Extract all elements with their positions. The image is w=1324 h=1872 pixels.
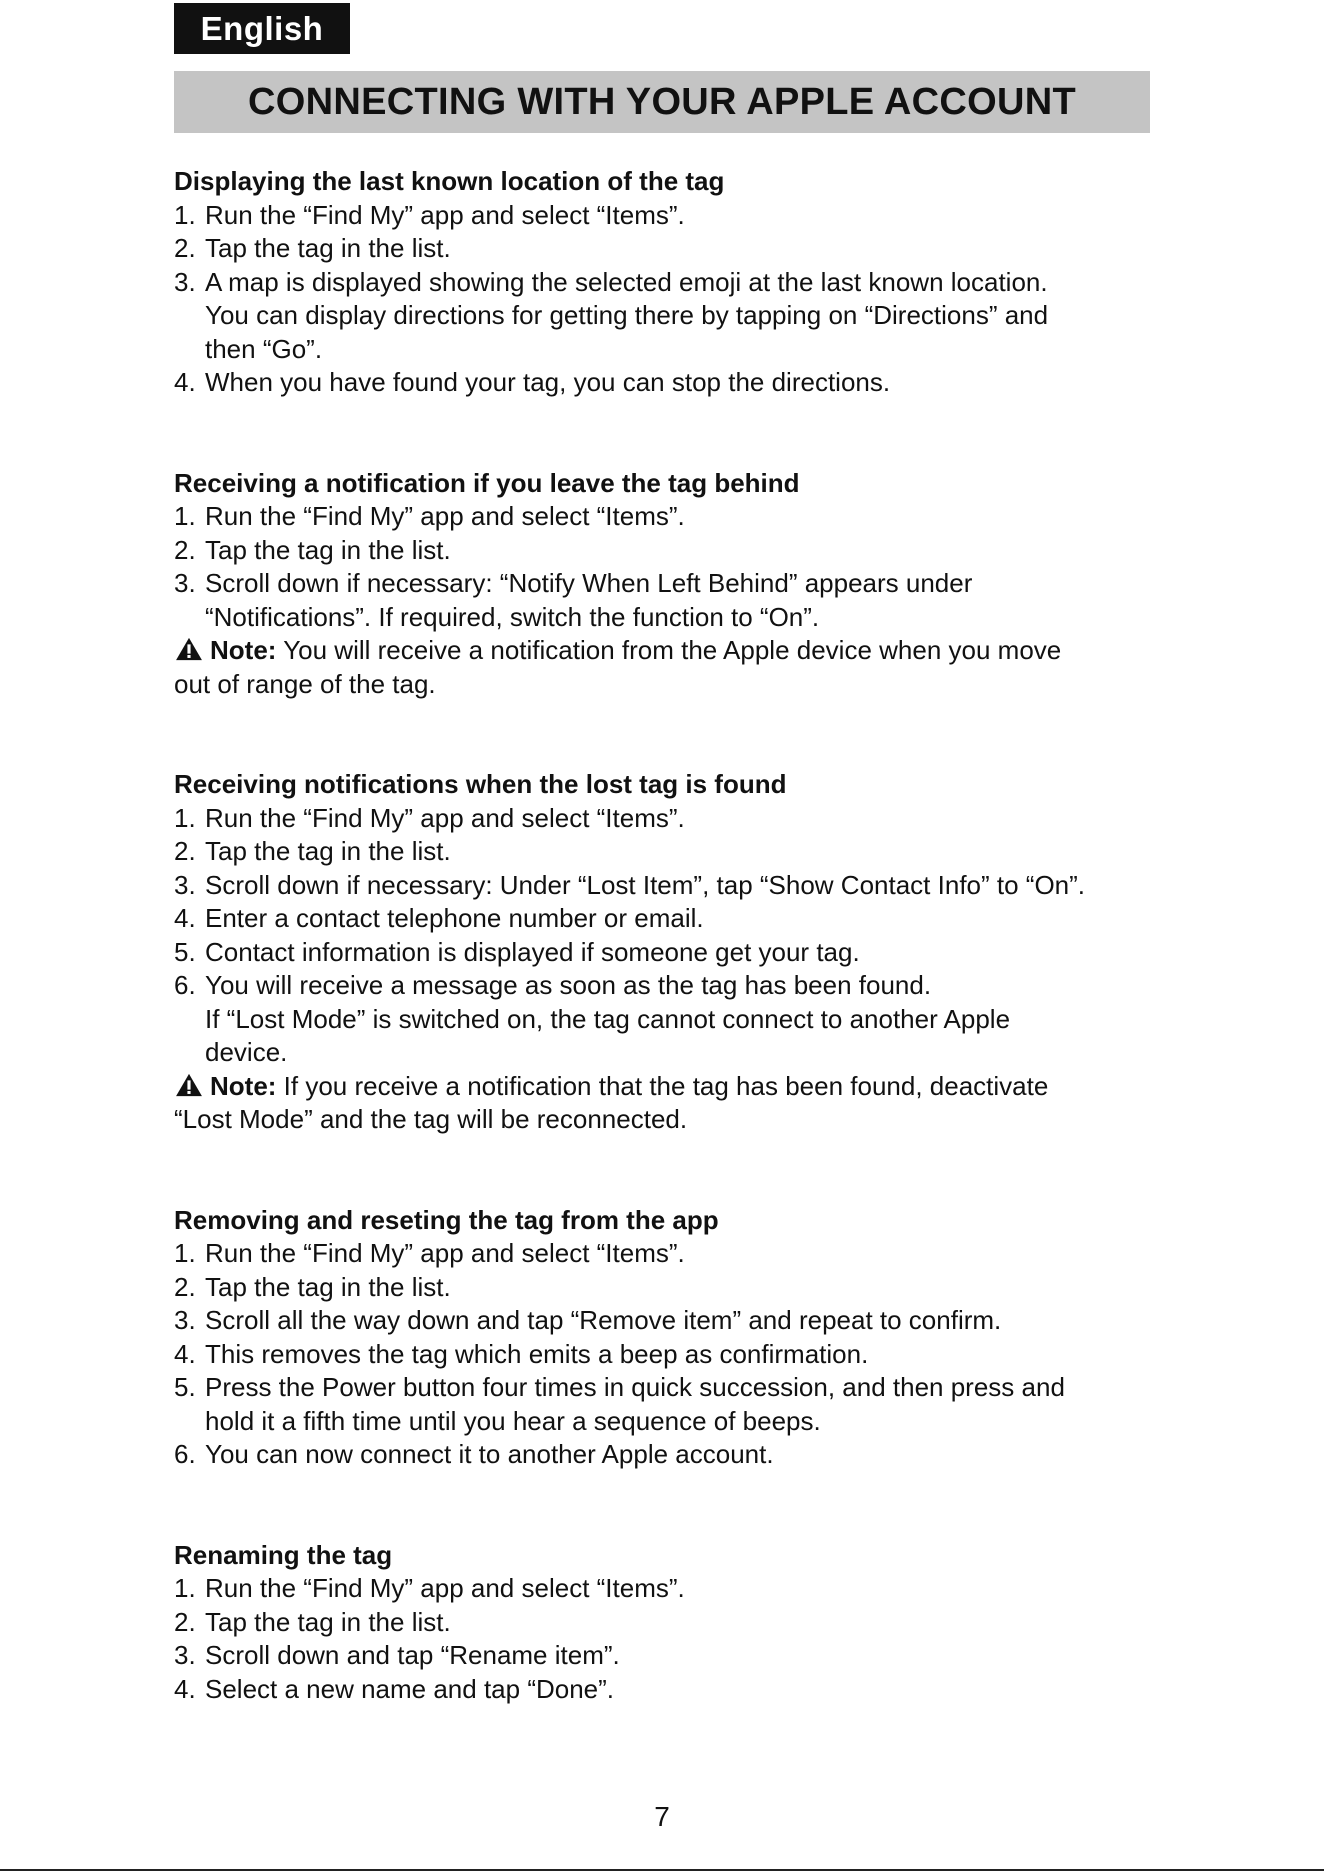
step-item — [174, 1304, 1154, 1338]
step-text — [205, 1673, 1154, 1707]
step-line: When you have found your tag, you can stop the directions. — [205, 367, 891, 397]
step-line: Enter a contact telephone number or email. — [205, 903, 704, 933]
step-item — [174, 1237, 1154, 1271]
step-item — [174, 1673, 1154, 1707]
step-line: Scroll all the way down and tap “Remove item” and repeat to confirm. — [205, 1305, 1002, 1335]
section-rename-tag — [174, 1539, 1154, 1707]
manual-content — [174, 165, 1154, 1706]
page-number: 7 — [654, 1801, 670, 1832]
note-line: “Lost Mode” and the tag will be reconnected. — [174, 1104, 688, 1134]
step-line: You can now connect it to another Apple account. — [205, 1439, 774, 1469]
step-number: 3. — [174, 869, 196, 900]
step-item — [174, 969, 1154, 1070]
section-left-behind-notification — [174, 467, 1154, 702]
step-number: 3. — [174, 1305, 196, 1335]
step-item — [174, 1371, 1154, 1438]
step-line: Run the “Find My” app and select “Items”. — [205, 1573, 685, 1603]
step-line: Run the “Find My” app and select “Items”. — [205, 199, 685, 230]
warning-triangle-icon — [174, 1073, 204, 1097]
step-text — [205, 1639, 1154, 1673]
step-list — [174, 199, 1154, 400]
step-item — [174, 500, 1154, 534]
step-text — [205, 1338, 1154, 1372]
step-item — [174, 266, 1154, 367]
step-number: 3. — [174, 568, 196, 598]
step-number: 1. — [174, 802, 196, 833]
step-number: 5. — [174, 1372, 196, 1402]
note-line: out of range of the tag. — [174, 668, 436, 699]
step-line: Tap the tag in the list. — [205, 233, 451, 263]
step-item — [174, 902, 1154, 936]
step-number: 3. — [174, 1640, 196, 1670]
step-line: Scroll down if necessary: “Notify When Left Behind” appears under — [205, 568, 973, 598]
note-line — [174, 634, 1154, 668]
step-line: Tap the tag in the list. — [205, 1606, 451, 1637]
step-text — [205, 1304, 1154, 1338]
step-text — [205, 869, 1154, 903]
section-heading: Receiving notifications when the lost tag is found — [174, 769, 787, 799]
note-label: Note: — [210, 1070, 277, 1101]
step-number: 1. — [174, 1238, 196, 1268]
step-number: 3. — [174, 266, 196, 297]
step-line: This removes the tag which emits a beep as confirmation. — [205, 1338, 869, 1369]
step-line: You will receive a message as soon as the tag has been found. — [205, 970, 932, 1000]
warning-triangle-icon — [174, 637, 204, 661]
step-line: Run the “Find My” app and select “Items”. — [205, 802, 685, 833]
step-line: You can display directions for getting there by tapping on “Directions” and — [205, 300, 1049, 330]
step-number: 6. — [174, 1439, 196, 1469]
step-line: Scroll down if necessary: Under “Lost Item”, tap “Show Contact Info” to “On”. — [205, 869, 1086, 900]
note-line — [174, 1070, 1154, 1104]
step-item — [174, 1271, 1154, 1305]
step-item — [174, 1572, 1154, 1606]
step-number: 2. — [174, 233, 196, 263]
step-number: 5. — [174, 936, 196, 967]
page-title: CONNECTING WITH YOUR APPLE ACCOUNT — [248, 80, 1076, 123]
page-title-bar — [174, 71, 1150, 133]
step-text — [205, 835, 1154, 869]
step-text — [205, 1237, 1154, 1271]
step-text — [205, 366, 1154, 400]
note-label: Note: — [210, 635, 277, 665]
step-item — [174, 802, 1154, 836]
step-line: A map is displayed showing the selected emoji at the last known location. — [205, 266, 1048, 297]
language-tab: English — [174, 3, 350, 54]
step-item — [174, 232, 1154, 266]
step-list — [174, 1237, 1154, 1472]
step-item — [174, 1606, 1154, 1640]
step-item — [174, 534, 1154, 568]
note-text: If you receive a notification that the tag has been found, deactivate — [283, 1070, 1049, 1101]
step-text — [205, 232, 1154, 266]
step-line: Press the Power button four times in quick succession, and then press and — [205, 1372, 1065, 1402]
step-line: Contact information is displayed if someone get your tag. — [205, 936, 860, 967]
step-line: If “Lost Mode” is switched on, the tag cannot connect to another Apple — [205, 1003, 1011, 1034]
step-item — [174, 567, 1154, 634]
bottom-rule — [0, 1869, 1324, 1871]
section-last-known-location — [174, 165, 1154, 400]
step-number: 4. — [174, 367, 196, 397]
step-number: 6. — [174, 970, 196, 1000]
step-number: 1. — [174, 501, 196, 531]
step-line: hold it a fifth time until you hear a sequence of beeps. — [205, 1405, 821, 1436]
section-heading: Renaming the tag — [174, 1539, 393, 1570]
step-number: 2. — [174, 534, 196, 565]
step-text — [205, 500, 1154, 534]
step-item — [174, 1639, 1154, 1673]
step-item — [174, 366, 1154, 400]
section-heading: Receiving a notification if you leave the tag behind — [174, 467, 800, 498]
step-line: device. — [205, 1037, 288, 1067]
step-text — [205, 1271, 1154, 1305]
step-text — [205, 969, 1154, 1070]
step-item — [174, 1338, 1154, 1372]
step-number: 2. — [174, 1606, 196, 1637]
step-text — [205, 534, 1154, 568]
step-line: Tap the tag in the list. — [205, 534, 451, 565]
step-line: “Notifications”. If required, switch the function to “On”. — [205, 601, 820, 632]
step-line: Tap the tag in the list. — [205, 836, 451, 866]
note-text: You will receive a notification from the Apple device when you move — [283, 635, 1062, 665]
step-number: 4. — [174, 903, 196, 933]
step-number: 4. — [174, 1673, 196, 1704]
step-text — [205, 902, 1154, 936]
step-line: Tap the tag in the list. — [205, 1271, 451, 1302]
note-block — [174, 634, 1154, 701]
step-text — [205, 567, 1154, 634]
step-list — [174, 802, 1154, 1070]
step-text — [205, 802, 1154, 836]
step-number: 2. — [174, 1271, 196, 1302]
step-line: then “Go”. — [205, 333, 323, 364]
step-item — [174, 1438, 1154, 1472]
step-number: 4. — [174, 1338, 196, 1369]
step-text — [205, 266, 1154, 367]
step-text — [205, 1438, 1154, 1472]
note-block — [174, 1070, 1154, 1137]
section-remove-reset-tag — [174, 1204, 1154, 1472]
step-item — [174, 835, 1154, 869]
step-line: Run the “Find My” app and select “Items”. — [205, 1238, 685, 1268]
section-lost-tag-found — [174, 768, 1154, 1137]
step-text — [205, 199, 1154, 233]
step-item — [174, 936, 1154, 970]
step-list — [174, 500, 1154, 634]
section-heading: Displaying the last known location of the tag — [174, 166, 725, 196]
step-line: Run the “Find My” app and select “Items”. — [205, 501, 685, 531]
step-line: Scroll down and tap “Rename item”. — [205, 1640, 620, 1670]
step-text — [205, 1371, 1154, 1438]
step-number: 1. — [174, 1573, 196, 1603]
step-text — [205, 1606, 1154, 1640]
step-number: 1. — [174, 199, 196, 230]
section-heading: Removing and reseting the tag from the app — [174, 1204, 719, 1235]
step-number: 2. — [174, 836, 196, 866]
step-line: Select a new name and tap “Done”. — [205, 1673, 615, 1704]
step-text — [205, 1572, 1154, 1606]
step-list — [174, 1572, 1154, 1706]
step-item — [174, 199, 1154, 233]
step-item — [174, 869, 1154, 903]
step-text — [205, 936, 1154, 970]
